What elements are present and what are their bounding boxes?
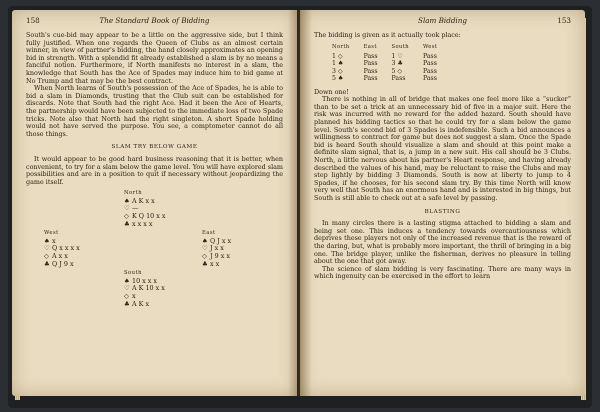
suit-line <box>124 198 165 206</box>
bid-cell: Pass <box>363 75 378 83</box>
bidding-header-row <box>332 44 451 53</box>
bid-cell: 5 ◇ <box>391 67 403 75</box>
suit-cards: x x x x <box>132 219 153 228</box>
section-heading-slam-try: SLAM TRY BELOW GAME <box>111 144 198 151</box>
bid-cell: Pass <box>422 75 437 83</box>
bidding-row <box>332 53 451 60</box>
section-heading-blasting: BLASTING <box>424 208 461 215</box>
left-paragraph-2: When North learns of South's possession of the Ace of Spades, he is able to bid a slam in Diamonds, trusting that the Club suit can be established for discards. Note that South had the right Ace. Had it been the Ace of Hearts, the partnership would have been subjected to the immediate loss of two Spade tricks. Note also that North had the right singleton. A short Spade holding would not have served the purpose. You see, a comptometer cannot do all those things. <box>26 84 283 138</box>
club-icon: ♣ <box>124 299 130 308</box>
suit-cards: J x x <box>210 244 224 253</box>
suit-line <box>44 261 80 269</box>
bidding-intro: The bidding is given as it actually took place: <box>314 31 461 39</box>
suit-cards: x x <box>210 259 220 268</box>
right-running-header <box>314 16 571 28</box>
spade-icon: ♠ <box>124 196 130 205</box>
bidding-header: East <box>363 43 377 50</box>
diamond-icon: ◇ <box>124 212 129 221</box>
left-paragraph-1: South's cue-bid may appear to be a little on the aggressive side, but I think fully justified. When one regards the Queen of Clubs as an almost certain winner, in view of partner's bidding, the hand closely approximates an opening bid in strength. With a splendid fit already established a slam is by no means a fanciful notion. Furthermore, if North manifests no interest in a slam, the knowledge that South has the Ace of Spades may induce him to bid game at No Trump and that may be the best contract. <box>26 31 283 85</box>
club-icon: ♣ <box>124 219 130 228</box>
suit-line <box>202 261 231 269</box>
suit-cards: 10 x x x <box>132 276 158 285</box>
bid-cell: 3 ◇ <box>332 67 343 75</box>
hand-east <box>202 230 231 268</box>
bid-cell: 1 ♡ <box>391 53 403 60</box>
suit-cards: x <box>132 292 136 301</box>
diamond-icon: ◇ <box>202 252 207 261</box>
hand-label: West <box>44 230 59 237</box>
heart-icon: ♡ <box>202 244 208 253</box>
bid-cell: 5 ♠ <box>332 75 344 83</box>
bidding-row <box>332 68 451 75</box>
right-paragraph-1: There is nothing in all of bridge that makes one feel more like a “sucker” than to be set a trick at an unnecessary bid of five in a major suit. Here the risk was incurred with no reward for the added hazard. South should have planned his bidding tactics so that he could try for a slam below the game level. South's second bid of 3 Spades is indefensible. Such a bid announces a willingness to contract for game but does not suggest a slam. Once the Spade bid is heard South should visualize a slam and should at this point make a definite slam signal, that is, a jump in a new suit. His call should be 3 Clubs. North, a little nervous about his partner's Heart response, and having already described the values of his hand, may be reluctant to raise the Clubs and may step lightly by bidding 3 Diamonds. South is now at liberty to jump to 4 Spades, if he chooses, for his second slam try. By this time North will know very well that South has an enormous hand and is interested in big things, but South is still able to check out at a safe level by passing. <box>314 95 571 202</box>
left-page <box>12 10 297 396</box>
bid-cell: Pass <box>422 67 437 75</box>
club-icon: ♣ <box>44 259 50 268</box>
spade-icon: ♠ <box>202 236 208 245</box>
suit-line <box>124 301 165 309</box>
left-paragraph-3: It would appear to be good hard business reasoning that it is better, when convenient, to try for a slam below the game level. You will have explored slam possibilities and are in a position to quit if necessary without jeopardizing the game itself. <box>26 154 283 186</box>
bidding-row <box>332 60 451 67</box>
suit-cards: A K x <box>132 299 150 308</box>
bidding-table <box>332 44 451 83</box>
right-page <box>300 10 585 396</box>
left-running-title: The Standard Book of Bidding <box>99 16 210 25</box>
right-running-title: Slam Bidding <box>418 16 467 25</box>
club-icon: ♣ <box>202 259 208 268</box>
suit-cards: A K 10 x x <box>132 284 165 293</box>
left-running-header <box>26 16 283 28</box>
heart-icon: ♡ <box>124 284 130 293</box>
bid-cell: Pass <box>422 53 437 60</box>
hand-label: East <box>202 230 216 237</box>
bidding-header: West <box>422 43 438 50</box>
bidding-row <box>332 75 451 82</box>
bid-cell: Pass <box>391 75 406 83</box>
suit-cards: A K x x <box>132 196 155 205</box>
bid-cell: Pass <box>363 67 378 75</box>
spade-icon: ♠ <box>44 236 50 245</box>
heart-icon: ♡ <box>124 204 130 213</box>
hand-west <box>44 230 80 268</box>
bid-cell: 1 ◇ <box>332 53 343 60</box>
bidding-header: North <box>332 43 350 50</box>
bidding-header: South <box>391 43 409 50</box>
suit-cards: K Q 10 x x <box>132 212 166 221</box>
right-paragraph-2: In many circles there is a lasting stigma attached to bidding a slam and being set one. This induces a tendency towards overcautiousness which deprives these players not only of the increased revenue that is the reward of the daring, but, what is probably more important, the thrill of bringing in a big one. The bridge player, unlike the fisherman, derives no pleasure in telling about the one that got away. <box>314 219 571 266</box>
down-one-line: Down one! <box>314 87 349 96</box>
suit-cards: — <box>132 204 139 213</box>
suit-line <box>124 221 165 229</box>
hand-label: South <box>124 270 142 277</box>
suit-line <box>124 285 165 293</box>
suit-cards: Q J x x <box>210 236 232 245</box>
bid-cell: Pass <box>363 60 378 68</box>
bid-cell: Pass <box>363 53 378 60</box>
hand-south <box>124 270 165 308</box>
right-page-body <box>314 32 571 281</box>
bid-cell: 1 ♠ <box>332 60 344 68</box>
bid-cell: Pass <box>422 60 437 68</box>
suit-cards: x <box>52 236 56 245</box>
heart-icon: ♡ <box>44 244 50 253</box>
hand-north <box>124 190 165 228</box>
bid-cell: 3 ♣ <box>391 60 403 68</box>
diamond-icon: ◇ <box>124 292 129 301</box>
left-page-body <box>26 32 283 310</box>
spade-icon: ♠ <box>124 276 130 285</box>
hand-label: North <box>124 190 143 197</box>
right-page-number: 153 <box>557 16 571 25</box>
suit-cards: A x x <box>52 252 68 261</box>
right-paragraph-3: The science of slam bidding is very fascinating. There are many ways in which ingenuity can be exercised in the effort to learn <box>314 264 571 281</box>
diamond-icon: ◇ <box>44 252 49 261</box>
bridge-deal-diagram <box>26 190 283 310</box>
suit-cards: Q J 9 x <box>52 259 74 268</box>
suit-cards: J 9 x x <box>210 252 230 261</box>
suit-cards: Q x x x x <box>52 244 80 253</box>
left-page-number: 158 <box>26 16 40 25</box>
